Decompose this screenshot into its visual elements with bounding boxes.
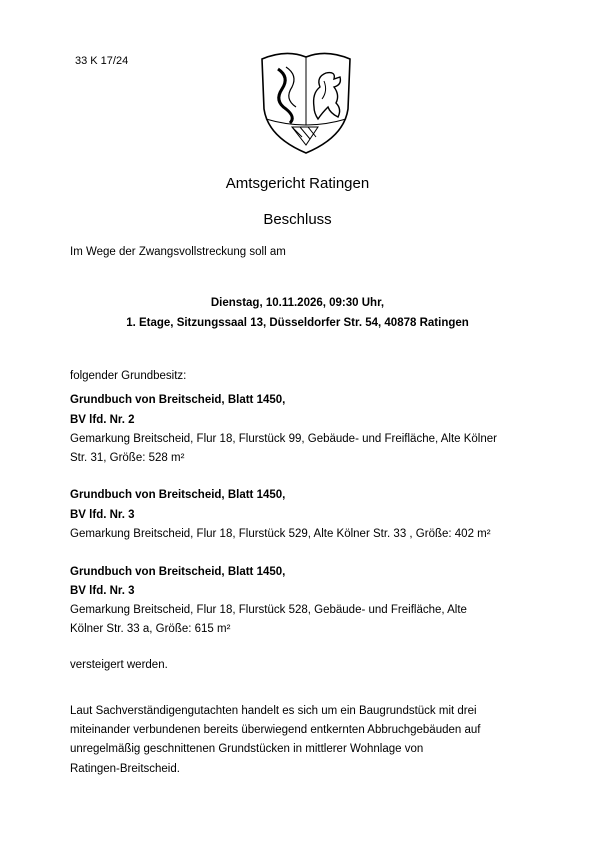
property-intro: folgender Grundbesitz: [70, 370, 187, 382]
appraisal-line: Laut Sachverständigengutachten handelt es sich um ein Baugrundstück mit drei [70, 705, 477, 717]
property-1-description: Gemarkung Breitscheid, Flur 18, Flurstück 99, Gebäude- und Freifläche, Alte Kölner [70, 433, 497, 445]
document-title: Beschluss [263, 211, 332, 228]
property-2-heading: Grundbuch von Breitscheid, Blatt 1450, [70, 489, 286, 501]
coat-of-arms-icon [256, 47, 356, 157]
property-2-description: Gemarkung Breitscheid, Flur 18, Flurstück 529, Alte Kölner Str. 33 , Größe: 402 m² [70, 528, 491, 540]
property-3-description-cont: Kölner Str. 33 a, Größe: 615 m² [70, 623, 231, 635]
appraisal-line: unregelmäßig geschnittenen Grundstücken in mittlerer Wohnlage von [70, 743, 424, 755]
auction-date: Dienstag, 10.11.2026, 09:30 Uhr, [210, 297, 385, 309]
court-name: Amtsgericht Ratingen [225, 175, 370, 192]
appraisal-line: Ratingen-Breitscheid. [70, 763, 180, 775]
auction-location: 1. Etage, Sitzungssaal 13, Düsseldorfer Str. 54, 40878 Ratingen [126, 317, 469, 329]
case-reference: 33 K 17/24 [75, 55, 129, 67]
property-1-number: BV lfd. Nr. 2 [70, 414, 135, 426]
property-3-description: Gemarkung Breitscheid, Flur 18, Flurstück 528, Gebäude- und Freifläche, Alte [70, 604, 467, 616]
property-1-heading: Grundbuch von Breitscheid, Blatt 1450, [70, 394, 286, 406]
property-3-number: BV lfd. Nr. 3 [70, 585, 135, 597]
property-1-description-cont: Str. 31, Größe: 528 m² [70, 452, 185, 464]
closing-text: versteigert werden. [70, 659, 168, 671]
property-3-heading: Grundbuch von Breitscheid, Blatt 1450, [70, 566, 286, 578]
property-2-number: BV lfd. Nr. 3 [70, 509, 135, 521]
intro-text: Im Wege der Zwangsvollstreckung soll am [70, 246, 286, 258]
appraisal-line: miteinander verbundenen bereits überwiegend entkernten Abbruchgebäuden auf [70, 724, 481, 736]
